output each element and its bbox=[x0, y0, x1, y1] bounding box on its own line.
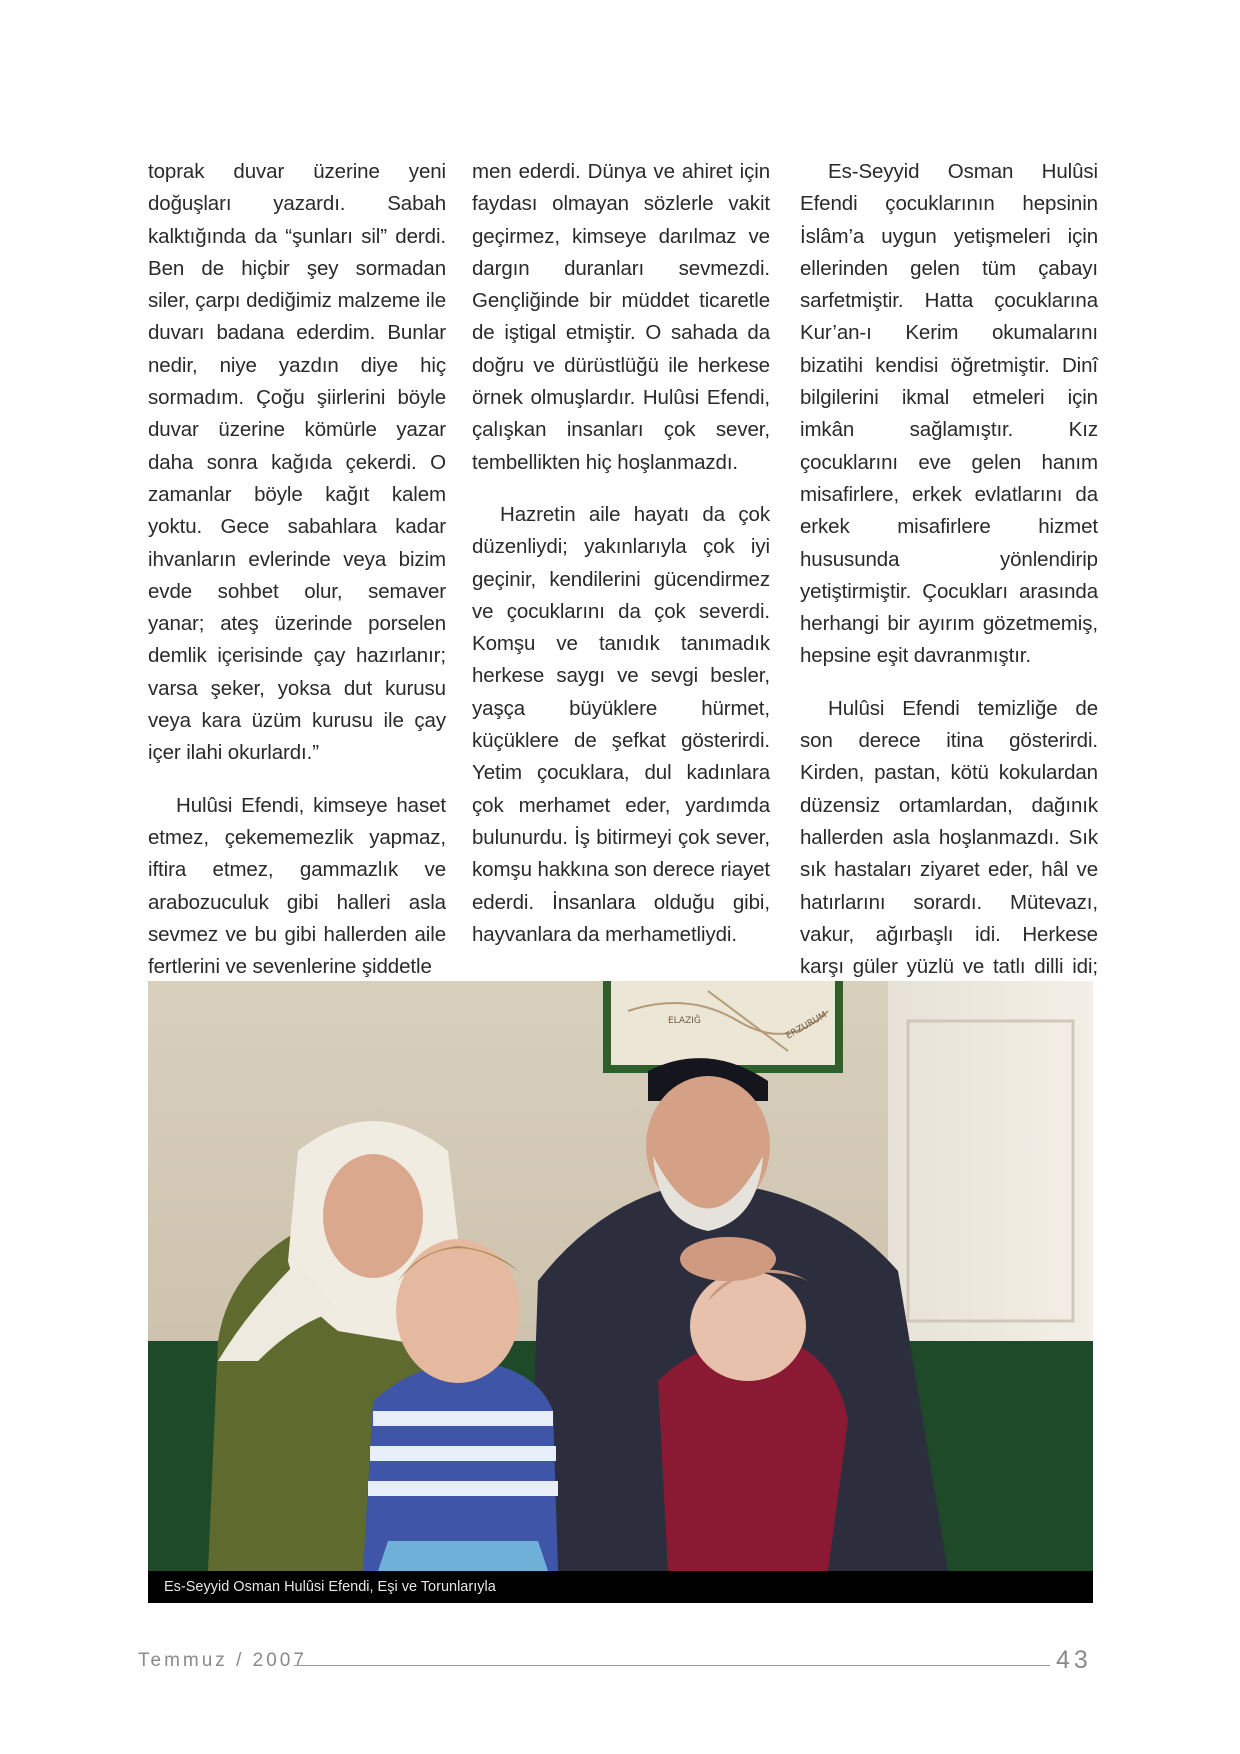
family-photo bbox=[148, 981, 1093, 1603]
footer-divider bbox=[294, 1665, 1050, 1666]
family-photo-illustration bbox=[148, 981, 1093, 1571]
paragraph: toprak duvar üzerine yeni doğuşları yazardı. Sabah kalktığında da “şunları sil” derdi. Ben de hiçbir şey sormadan siler, çarpı dediğimiz malzeme ile duvarı badana ederdim. Bunlar nedir, niye yazdın diye hiç sormadım. Çoğu şiirlerini böyle duvar üzerine kömürle yazar daha sonra kağıda çekerdi. O zamanlar böyle kağıt kalem yoktu. Gece sabahlara kadar ihvanların evlerinde veya bizim evde sohbet olur, semaver yanar; ateş üzerinde porselen demlik içerisinde çay hazırlanır; varsa şeker, yoksa dut kurusu veya kara üzüm kurusu ile çay içer ilahi okurlardı.” bbox=[148, 160, 446, 765]
paragraph: Hulûsi Efendi temizliğe de son derece itina gösterirdi. Kirden, pastan, kötü kokulardan düzensiz ortamlardan, dağınık hallerden asla hoşlanmazdı. Sık sık hastaları ziyaret eder, hâl ve hatırlarını sorardı. Mütevazı, vakur, ağırbaşlı idi. Herkese karşı güler yüzlü ve tatlı dilli idi; bbox=[800, 696, 1098, 979]
map-label: ELAZIĞ bbox=[668, 1016, 701, 1026]
paragraph: Es-Seyyid Osman Hulûsi Efendi çocuklarının hepsinin İslâm’a uygun yetişmeleri için ellerinden gelen tüm çabayı sarfetmiştir. Hatta çocuklarına Kur’an-ı Kerim okumalarını bizatihi kendisi öğretmiştir. Dinî bilgilerini ikmal etmeleri için imkân sağlamıştır. Kız çocuklarını eve gelen hanım misafirlere, erkek evlatlarını da erkek misafirlere hizmet hususunda yönlendirip yetiştirmiştir. Çocukları arasında herhangi bir ayırım gözetmemiş, hepsine eşit davranmıştır. bbox=[800, 160, 1098, 668]
map-label: ERZURUM bbox=[784, 1010, 829, 1042]
text-column-3 bbox=[800, 156, 1098, 1036]
page-number: 43 bbox=[1056, 1646, 1092, 1674]
text-column-1 bbox=[148, 156, 446, 1003]
issue-date: Temmuz / 2007 bbox=[138, 1650, 307, 1671]
paragraph: Hulûsi Efendi, kimseye haset etmez, çekememezlik yapmaz, iftira etmez, gammazlık ve arabozuculuk gibi halleri asla sevmez ve bu gibi hallerden aile fertlerini ve sevenlerine şiddetle bbox=[148, 793, 446, 979]
paragraph: Hazretin aile hayatı da çok düzenliydi; yakınlarıyla çok iyi geçinir, kendilerini gücendirmez ve çocuklarını da çok severdi. Komşu ve tanıdık tanımadık herkese saygı ve sevgi besler, yaşça büyüklere hürmet, küçüklere de şefkat gösterirdi. Yetim çocuklara, dul kadınlara çok merhamet eder, yardımda bulunurdu. İş bitirmeyi çok sever, komşu hakkına son derece riayet ederdi. İnsanlara olduğu gibi, hayvanlara da merhametliydi. bbox=[472, 502, 770, 946]
paragraph: men ederdi. Dünya ve ahiret için faydası olmayan sözlerle vakit geçirmez, kimseye darılmaz ve dargın duranları sevmezdi. Gençliğinde bir müddet ticaretle de iştigal etmiştir. O sahada da doğru ve dürüstlüğü ile herkese örnek olmuşlardır. Hulûsi Efendi, çalışkan insanları çok sever, tembellikten hiç hoşlanmazdı. bbox=[472, 160, 770, 474]
text-column-2 bbox=[472, 156, 770, 971]
photo-caption: Es-Seyyid Osman Hulûsi Efendi, Eşi ve Torunlarıyla bbox=[164, 1579, 496, 1595]
